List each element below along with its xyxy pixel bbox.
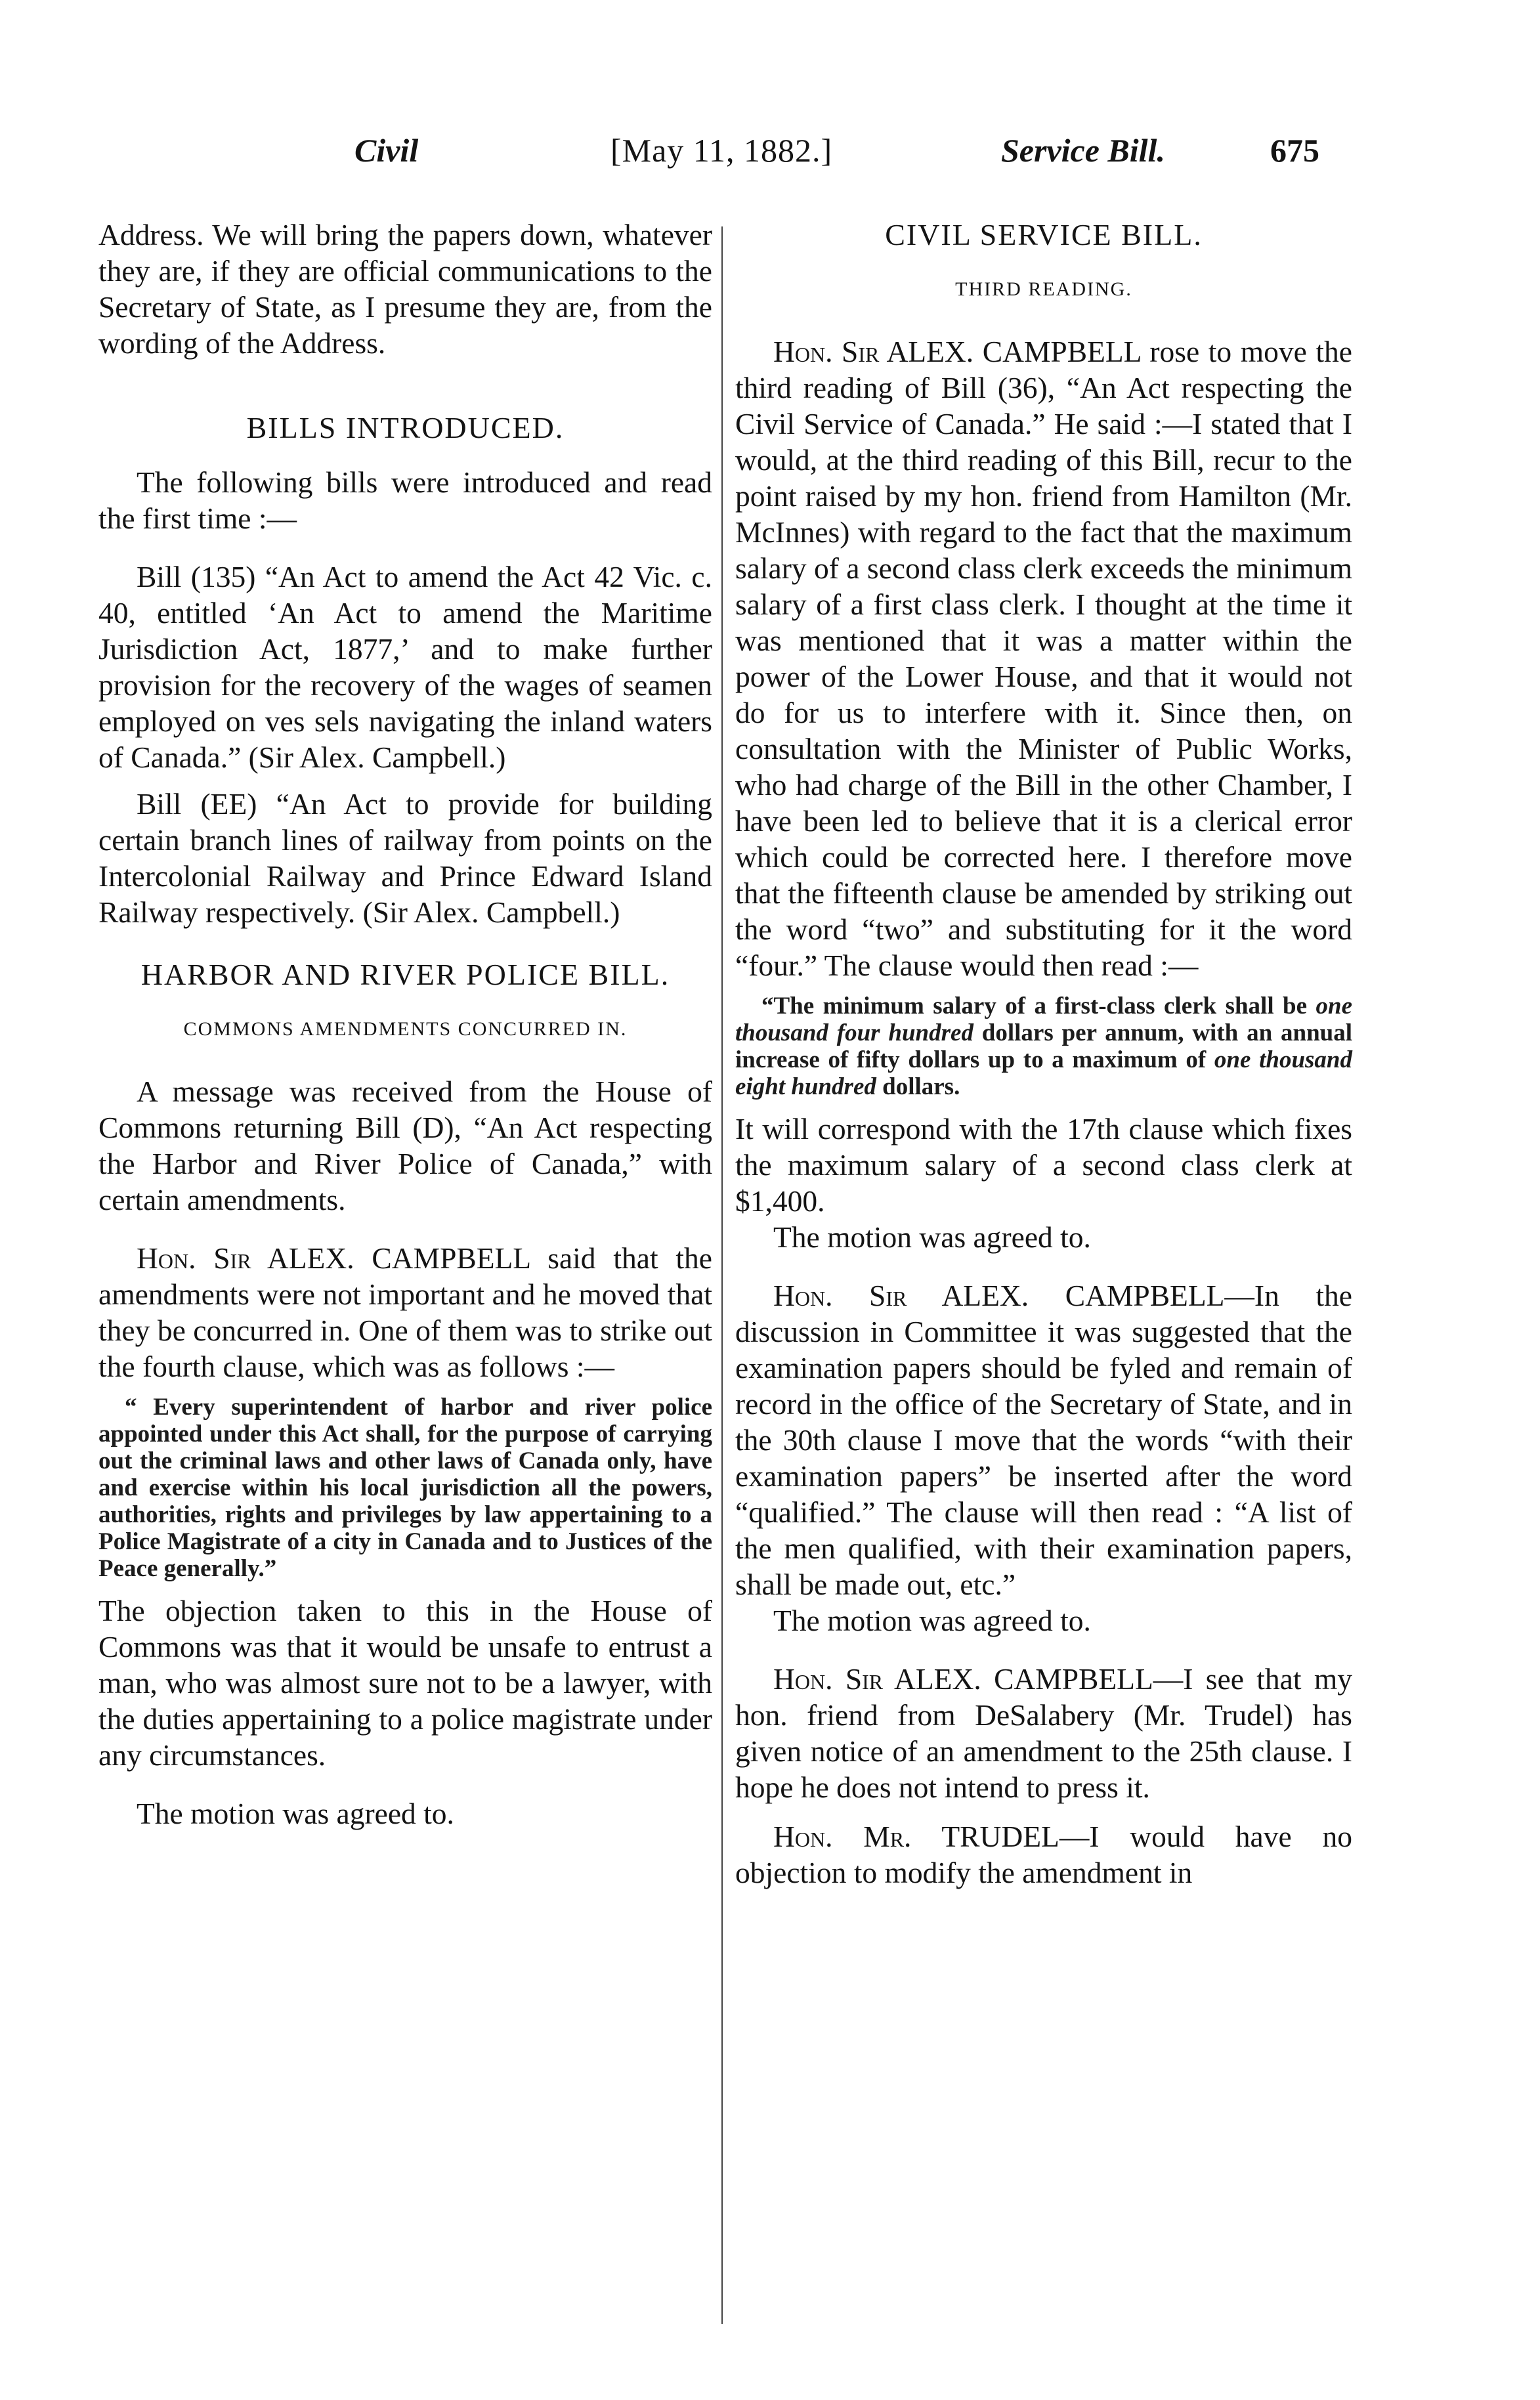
- quote-emphasis: one thousand four hundred: [735, 993, 1353, 1046]
- section-heading-harbor-police: HARBOR AND RIVER POLICE BILL.: [140, 958, 670, 991]
- column-divider: [721, 226, 723, 2324]
- speaker-title: Hon. Mr.: [773, 1820, 912, 1853]
- paragraph-trudel: [735, 1818, 1352, 1891]
- subheading-commons-amendments: COMMONS AMENDMENTS CONCURRED IN.: [183, 1018, 628, 1040]
- quote-part: dollars.: [882, 1073, 960, 1100]
- paragraph-bills-intro: The following bills were introduced and read the first time :—: [98, 465, 712, 535]
- subheading-third-reading: THIRD READING.: [955, 278, 1132, 300]
- running-head-date: [May 11, 1882.]: [610, 132, 833, 169]
- paragraph-correspond: It will correspond with the 17th clause which fixes the maximum salary of a second class clerk at $1,400.: [735, 1112, 1352, 1218]
- paragraph-message-received: A message was received from the House of Commons returning Bill (D), “An Act respecting the Harbor and River Police of Canada,” with certain amendments.: [98, 1075, 712, 1216]
- paragraph-objection: The objection taken to this in the House of Commons was that it would be unsafe to entrust a man, who was almost sure not to be a lawyer, with the duties appertaining to a police magistrate under any circumstances.: [98, 1594, 712, 1772]
- running-head-left: Civil: [354, 132, 419, 169]
- paragraph-bill-135: Bill (135) “An Act to amend the Act 42 Vic. c. 40, entitled ‘An Act to amend the Maritime Jurisdiction Act, 1877,’ and to make further provision for the recovery of the wages of seamen employed on ves sels navigating the inland waters of Canada.” (Sir Alex. Campbell.): [98, 560, 712, 774]
- quote-part: “The minimum salary of a first-class clerk shall be: [761, 993, 1308, 1019]
- paragraph-campbell-third-reading: [735, 333, 1352, 983]
- paragraph-motion-agreed: The motion was agreed to.: [773, 1604, 1091, 1637]
- paragraph-address-continued: Address. We will bring the papers down, whatever they are, if they are official communications to the Secretary of State, as I presume they are, from the wording of the Address.: [98, 218, 712, 360]
- speech-text: TRUDEL—I would have no objection to modify the amendment in: [735, 1820, 1352, 1889]
- quoted-clause-salary: [735, 993, 1352, 1100]
- running-head-right: Service Bill.: [1001, 132, 1165, 169]
- paragraph-motion-agreed: The motion was agreed to.: [137, 1797, 454, 1830]
- speech-text: ALEX. CAMPBELL rose to move the third reading of Bill (36), “An Act respecting the Civil Service of Canada.” He said :—I stated that I would, at the third reading of this Bill, recur to the point raised by my hon. friend from Hamilton (Mr. McInnes) with regard to the fact that the maximum salary of a second class clerk exceeds the minimum salary of a first class clerk. I thought at the time it was mentioned that it was a matter within the power of the Lower House, and that it would not do for us to interfere with it. Since then, on consultation with the Minister of Public Works, who had charge of the Bill in the other Chamber, I have been led to believe that it is a clerical error which could be corrected here. I therefore move that the fifteenth clause be amended by striking out the word “two” and substituting for it the word “four.” The clause would then read :—: [735, 335, 1352, 982]
- paragraph-campbell-committee: [735, 1277, 1352, 1602]
- right-column: [735, 217, 1352, 1891]
- left-column: [98, 217, 712, 1832]
- paragraph-motion-agreed: The motion was agreed to.: [773, 1220, 1091, 1254]
- speaker-title: Hon. Sir: [773, 1279, 907, 1312]
- speech-text: ALEX. CAMPBELL—In the discussion in Committee it was suggested that the examination papers should be fyled and remain of record in the office of the Secretary of State, and in the 30th clause I move that the words “with their examination papers” be inserted after the word “qualified.” The clause will then read : “A list of the men qualified, with their examination papers, shall be made out, etc.”: [735, 1279, 1352, 1601]
- paragraph-campbell-desalabery: [735, 1661, 1352, 1805]
- speaker-title: Hon. Sir: [773, 1662, 884, 1696]
- section-heading-bills-introduced: BILLS INTRODUCED.: [246, 411, 565, 444]
- paragraph-campbell-amendments: [98, 1240, 712, 1384]
- page-header: [98, 131, 1352, 184]
- speech-text: ALEX. CAMPBELL said that the amendments were not important and he moved that they be concurred in. One of them was to strike out the fourth clause, which was as follows :—: [98, 1241, 712, 1383]
- quoted-clause-harbor: “ Every superintendent of harbor and river police appointed under this Act shall, for the purpose of carrying out the criminal laws and other laws of Canada only, have and exercise within his local jurisdiction all the powers, authorities, rights and privileges by law appertaining to a Police Magistrate of a city in Canada and to Justices of the Peace generally.”: [98, 1394, 712, 1582]
- section-heading-civil-service: CIVIL SERVICE BILL.: [885, 218, 1203, 251]
- quote-emphasis: one thousand eight hundred: [735, 1046, 1352, 1100]
- speaker-title: Hon. Sir: [137, 1241, 251, 1275]
- page-number: 675: [1270, 132, 1319, 169]
- speech-text: ALEX. CAMPBELL—I see that my hon. friend from DeSalabery (Mr. Trudel) has given notice of an amendment to the 25th clause. I hope he does not intend to press it.: [735, 1662, 1352, 1804]
- quote-part: dollars per annum, with an annual increase of fifty dollars up to a maximum of: [735, 1019, 1353, 1073]
- speaker-title: Hon. Sir: [773, 335, 880, 368]
- paragraph-bill-ee: Bill (EE) “An Act to provide for building certain branch lines of railway from points on the Intercolonial Railway and Prince Edward Island Railway respectively. (Sir Alex. Campbell.): [98, 787, 712, 929]
